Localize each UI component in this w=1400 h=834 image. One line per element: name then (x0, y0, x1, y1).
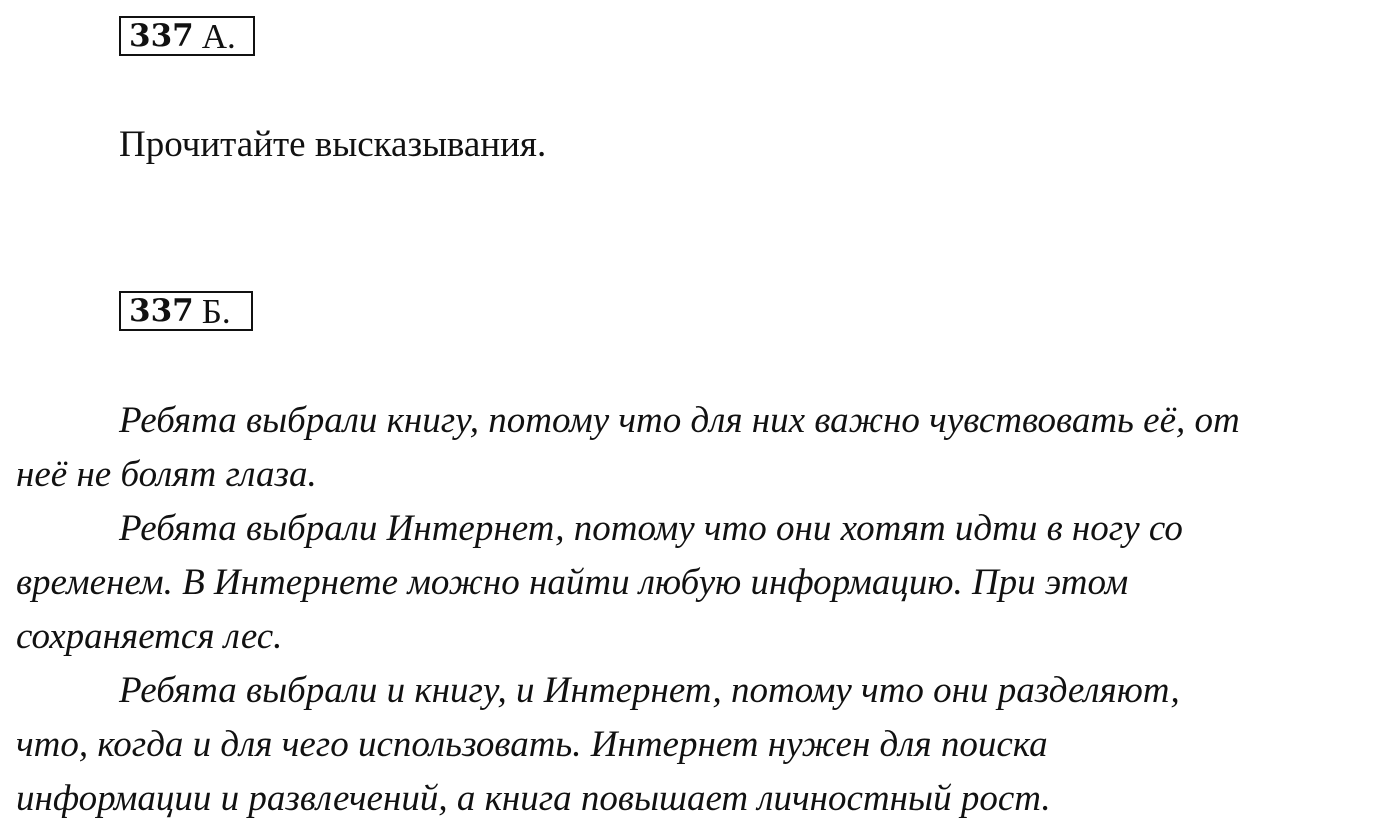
paragraph-book (16, 394, 1376, 502)
text-line: временем. В Интернете можно найти любую информацию. При этом (16, 562, 1129, 603)
text-line: информации и развлечений, а книга повышает личностный рост. (16, 778, 1051, 819)
text-line: Ребята выбрали книгу, потому что для них важно чувствовать её, от (119, 400, 1240, 441)
paragraph-both (16, 664, 1376, 826)
task-number: 337 (129, 292, 194, 329)
task-letter: Б. (201, 291, 231, 331)
task-number-337b (119, 291, 253, 331)
text-line: Ребята выбрали Интернет, потому что они хотят идти в ногу со (119, 508, 1183, 549)
text-line: сохраняется лес. (16, 616, 283, 657)
task-letter: А. (201, 16, 236, 56)
answer-text (16, 394, 1376, 826)
text-line: Ребята выбрали и книгу, и Интернет, потому что они разделяют, (119, 670, 1180, 711)
instruction-text: Прочитайте высказывания. (119, 124, 547, 165)
task-number: 337 (129, 17, 194, 54)
task-number-337a (119, 16, 255, 56)
text-line: что, когда и для чего использовать. Интернет нужен для поиска (16, 724, 1048, 765)
text-line: неё не болят глаза. (16, 454, 317, 495)
paragraph-internet (16, 502, 1376, 664)
